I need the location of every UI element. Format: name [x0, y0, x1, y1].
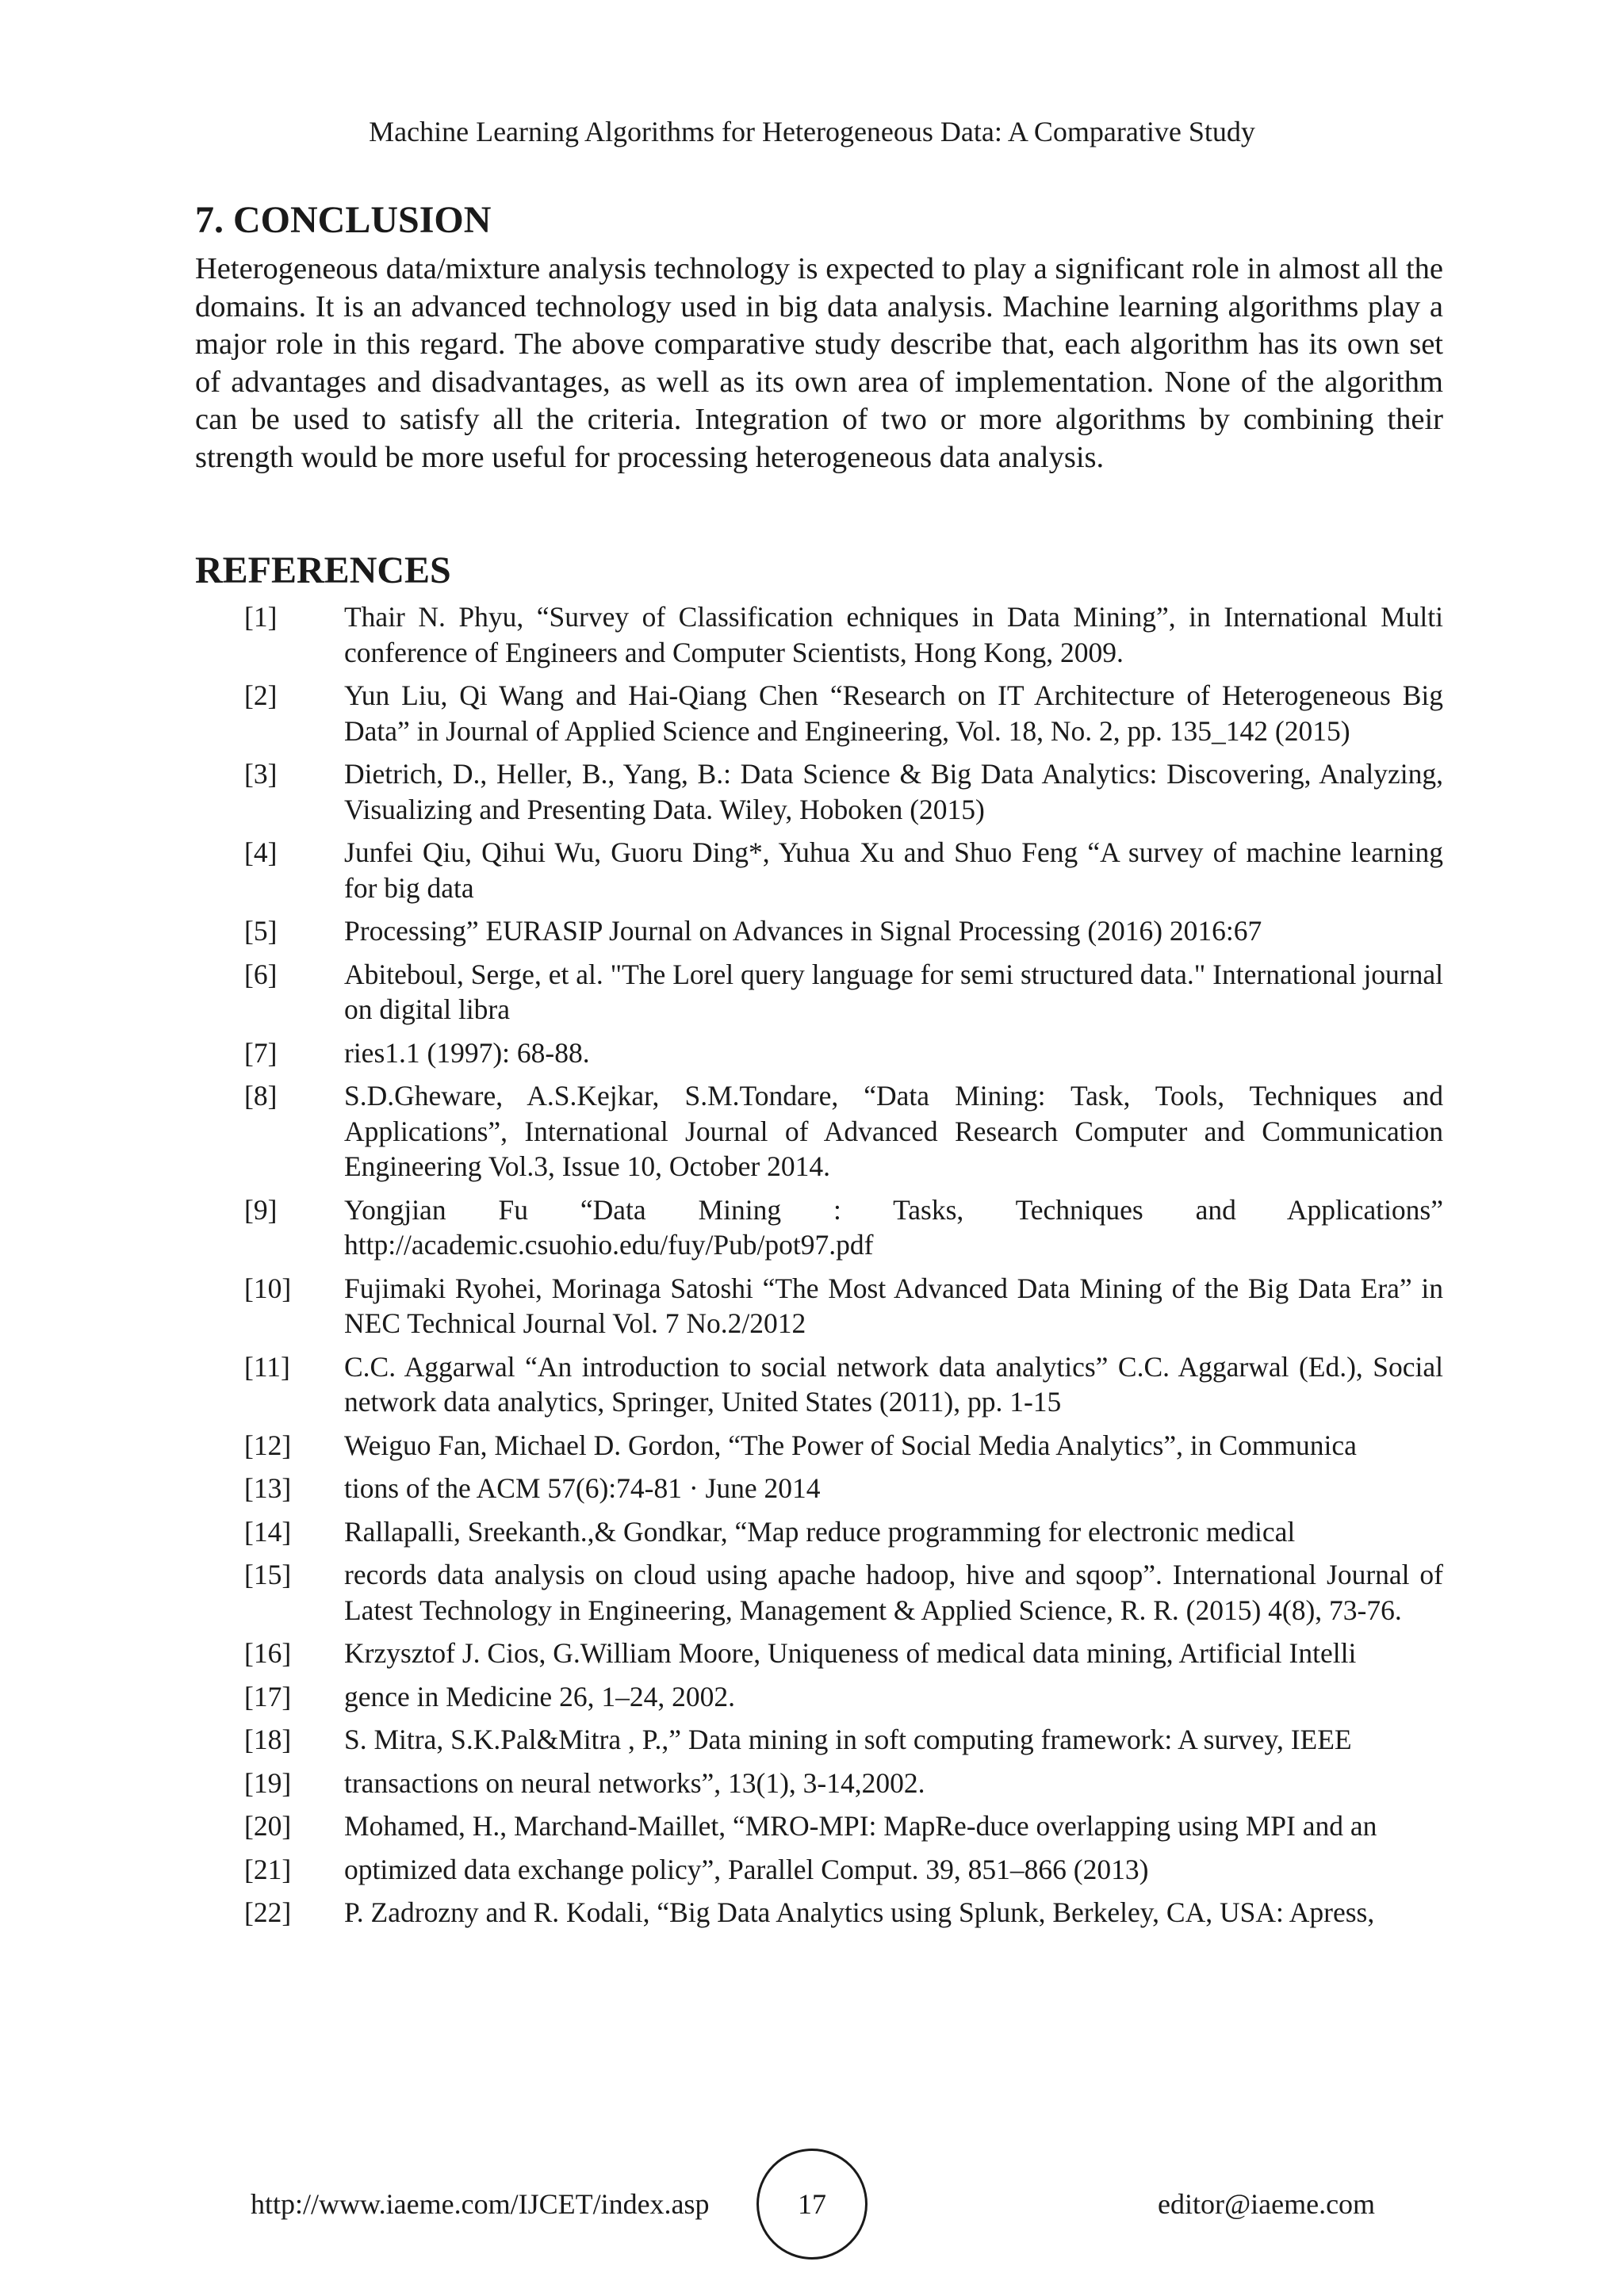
reference-text: Yongjian Fu “Data Mining : Tasks, Techniques and Applications” http://academic.csuohio.edu/fuy/Pub/pot97.pdf: [344, 1193, 1443, 1261]
reference-text: Mohamed, H., Marchand-Maillet, “MRO-MPI: MapRe-duce overlapping using MPI and an: [344, 1810, 1377, 1842]
reference-number: [13]: [244, 1472, 292, 1504]
reference-item: [0, 1349, 1624, 1420]
reference-text: Thair N. Phyu, “Survey of Classification echniques in Data Mining”, in International Multi conference of Engineers and Computer Scientists, Hong Kong, 2009.: [344, 601, 1443, 668]
reference-item: [0, 1722, 1624, 1758]
reference-item: [0, 1514, 1624, 1550]
reference-number: [10]: [244, 1272, 292, 1304]
reference-number: [5]: [244, 915, 278, 947]
reference-item: [0, 1192, 1624, 1263]
reference-number: [19]: [244, 1766, 292, 1799]
reference-number: [11]: [244, 1350, 290, 1383]
reference-text: Processing” EURASIP Journal on Advances in Signal Processing (2016) 2016:67: [344, 915, 1262, 947]
reference-number: [21]: [244, 1853, 292, 1885]
reference-list: [0, 599, 1624, 1938]
reference-text: Yun Liu, Qi Wang and Hai-Qiang Chen “Research on IT Architecture of Heterogeneous Big Data” in Journal of Applied Science and Engineering, Vol. 18, No. 2, pp. 135_142 (2015): [344, 679, 1443, 747]
conclusion-heading: 7. CONCLUSION: [195, 199, 492, 241]
reference-text: optimized data exchange policy”, Parallel Comput. 39, 851–866 (2013): [344, 1853, 1149, 1885]
reference-number: [8]: [244, 1080, 278, 1112]
running-header: Machine Learning Algorithms for Heterogeneous Data: A Comparative Study: [369, 116, 1255, 147]
reference-text: C.C. Aggarwal “An introduction to social network data analytics” C.C. Aggarwal (Ed.), Social network data analytics, Springer, United States (2011), pp. 1-15: [344, 1350, 1443, 1418]
reference-text: ries1.1 (1997): 68-88.: [344, 1036, 590, 1069]
reference-text: S. Mitra, S.K.Pal&Mitra , P.,” Data mining in soft computing framework: A survey, IEEE: [344, 1724, 1352, 1755]
reference-item: [0, 678, 1624, 748]
reference-text: S.D.Gheware, A.S.Kejkar, S.M.Tondare, “Data Mining: Task, Tools, Techniques and Applications”, International Journal of Advanced Research Computer and Communication Engineering Vol.3, Issue 10, October 2014.: [344, 1080, 1443, 1182]
reference-item: [0, 1471, 1624, 1506]
page-number: 17: [798, 2188, 826, 2220]
reference-number: [17]: [244, 1680, 292, 1712]
conclusion-paragraph: Heterogeneous data/mixture analysis technology is expected to play a significant role in almost all the domains. It is an advanced technology used in big data analysis. Machine learning algorithms play a major role in this regard. The above comparative study describe that, each algorithm has its own set of advantages and disadvantages, as well as its own area of implementation. None of the algorithm can be used to satisfy all the criteria. Integration of two or more algorithms by combining their strength would be more useful for processing heterogeneous data analysis.: [195, 252, 1443, 474]
reference-number: [1]: [244, 601, 278, 633]
reference-item: [0, 1895, 1624, 1931]
reference-item: [0, 1557, 1624, 1628]
reference-number: [6]: [244, 958, 278, 990]
reference-number: [12]: [244, 1429, 292, 1461]
reference-text: P. Zadrozny and R. Kodali, “Big Data Analytics using Splunk, Berkeley, CA, USA: Apress,: [344, 1896, 1375, 1928]
reference-item: [0, 1679, 1624, 1715]
footer-email[interactable]: editor@iaeme.com: [1158, 2188, 1376, 2220]
reference-item: [0, 1428, 1624, 1464]
reference-item: [0, 1766, 1624, 1801]
reference-number: [3]: [244, 758, 278, 790]
reference-item: [0, 1636, 1624, 1671]
reference-text: records data analysis on cloud using apache hadoop, hive and sqoop”. International Journal of Latest Technology in Engineering, Management & Applied Science, R. R. (2015) 4(8), 73-76.: [344, 1559, 1443, 1626]
reference-item: [0, 957, 1624, 1027]
reference-text: gence in Medicine 26, 1–24, 2002.: [344, 1680, 735, 1712]
reference-number: [4]: [244, 836, 278, 868]
reference-text: Junfei Qiu, Qihui Wu, Guoru Ding*, Yuhua Xu and Shuo Feng “A survey of machine learning for big data: [344, 836, 1443, 904]
reference-text: Krzysztof J. Cios, G.William Moore, Uniqueness of medical data mining, Artificial Intelli: [344, 1637, 1357, 1669]
reference-text: Weiguo Fan, Michael D. Gordon, “The Power of Social Media Analytics”, in Communica: [344, 1429, 1357, 1461]
reference-number: [18]: [244, 1724, 292, 1755]
reference-item: [0, 835, 1624, 905]
reference-item: [0, 1852, 1624, 1888]
reference-number: [2]: [244, 679, 278, 711]
reference-item: [0, 1271, 1624, 1341]
page-number-badge: [756, 2149, 868, 2260]
reference-number: [16]: [244, 1637, 292, 1669]
reference-text: Fujimaki Ryohei, Morinaga Satoshi “The Most Advanced Data Mining of the Big Data Era” in NEC Technical Journal Vol. 7 No.2/2012: [344, 1272, 1443, 1339]
reference-text: tions of the ACM 57(6):74-81 · June 2014: [344, 1472, 821, 1504]
reference-text: transactions on neural networks”, 13(1), 3-14,2002.: [344, 1766, 925, 1799]
reference-item: [0, 1808, 1624, 1844]
reference-number: [7]: [244, 1036, 278, 1069]
reference-text: Abiteboul, Serge, et al. "The Lorel query language for semi structured data." International journal on digital libra: [344, 958, 1443, 1025]
reference-number: [14]: [244, 1515, 292, 1548]
reference-text: Rallapalli, Sreekanth.,& Gondkar, “Map reduce programming for electronic medical: [344, 1515, 1296, 1548]
reference-number: [22]: [244, 1896, 292, 1928]
footer-url[interactable]: http://www.iaeme.com/IJCET/index.asp: [251, 2188, 710, 2220]
reference-item: [0, 599, 1624, 670]
references-heading: REFERENCES: [195, 549, 451, 591]
reference-number: [9]: [244, 1193, 278, 1226]
reference-item: [0, 1078, 1624, 1184]
reference-number: [15]: [244, 1559, 292, 1590]
reference-number: [20]: [244, 1810, 292, 1842]
reference-item: [0, 913, 1624, 949]
reference-item: [0, 1035, 1624, 1071]
reference-item: [0, 756, 1624, 827]
reference-text: Dietrich, D., Heller, B., Yang, B.: Data Science & Big Data Analytics: Discovering, Analyzing, Visualizing and Presenting Data. Wiley, Hoboken (2015): [344, 758, 1443, 825]
